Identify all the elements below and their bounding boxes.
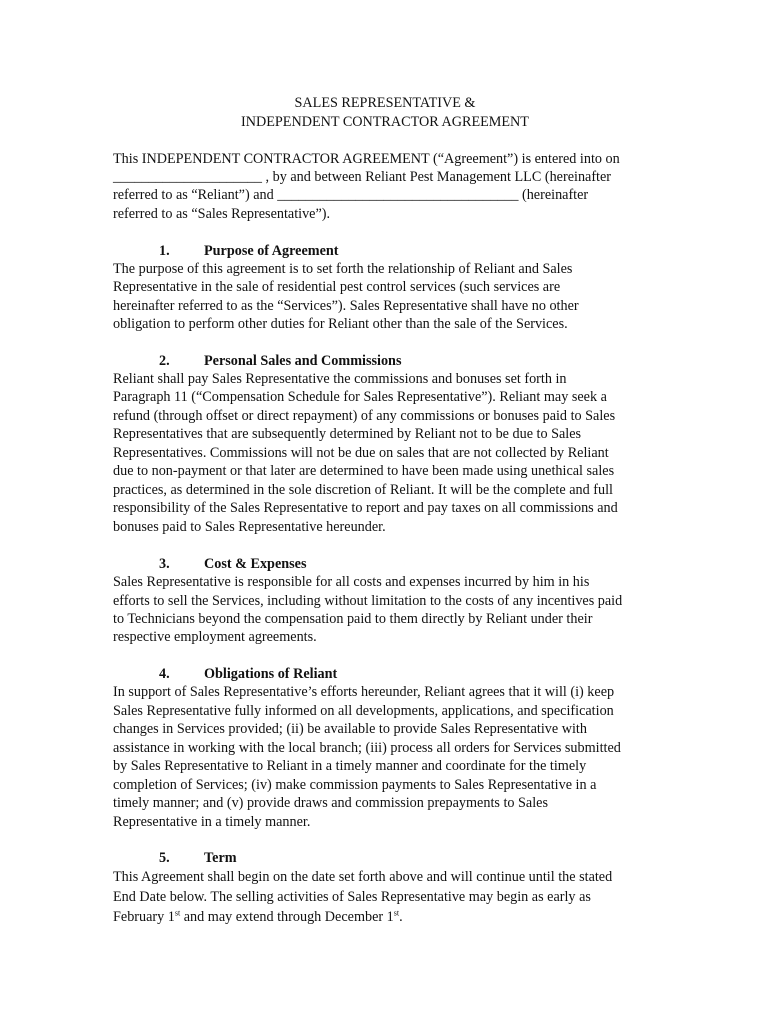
section-number: 4. [159, 666, 170, 682]
paragraph-line: by Sales Representative to Reliant in a timely manner and coordinate for the timely [113, 758, 587, 774]
text-run: and may extend through December 1 [180, 909, 394, 925]
paragraph-line: Representatives that are subsequently determined by Reliant not to be due to Sales [113, 426, 582, 442]
section-heading: Cost & Expenses [204, 556, 307, 572]
ordinal-suffix: st [174, 908, 181, 918]
paragraph-line: _____________________ , by and between Reliant Pest Management LLC (hereinafter [113, 169, 612, 185]
ordinal-suffix: st [393, 908, 400, 918]
paragraph-line: Paragraph 11 (“Compensation Schedule for Sales Representative”). Reliant may seek a [113, 389, 607, 405]
section-heading: Purpose of Agreement [204, 243, 339, 259]
document-title-line-2: INDEPENDENT CONTRACTOR AGREEMENT [241, 114, 529, 130]
paragraph-line: Sales Representative is responsible for all costs and expenses incurred by him in his [113, 574, 590, 590]
paragraph-line: timely manner; and (v) provide draws and commission prepayments to Sales [113, 795, 548, 811]
paragraph-line: Sales Representative fully informed on all developments, applications, and specification [113, 703, 614, 719]
document-title-line-1: SALES REPRESENTATIVE & [294, 95, 476, 111]
section-heading: Obligations of Reliant [204, 666, 338, 682]
paragraph-line: practices, as determined in the sole discretion of Reliant. It will be the complete and full [113, 482, 613, 498]
paragraph-line: efforts to sell the Services, including without limitation to the costs of any incentives paid [113, 593, 623, 609]
section-heading: Term [204, 850, 237, 866]
paragraph-line: Reliant shall pay Sales Representative the commissions and bonuses set forth in [113, 371, 567, 387]
paragraph-line: This Agreement shall begin on the date set forth above and will continue until the stated [113, 869, 613, 885]
paragraph-line: changes in Services provided; (ii) be available to provide Sales Representative with [113, 721, 587, 737]
paragraph-line: End Date below. The selling activities of Sales Representative may begin as early as [113, 889, 591, 905]
paragraph-line: Representative in the sale of residential pest control services (such services are [113, 279, 561, 295]
section-number: 5. [159, 850, 170, 866]
paragraph-line: hereinafter referred to as the “Services”). Sales Representative shall have no other [113, 298, 579, 314]
paragraph-line: completion of Services; (iv) make commission payments to Sales Representative in a [113, 777, 597, 793]
text-run: February 1 [113, 909, 175, 925]
paragraph-line: to Technicians beyond the compensation paid to them directly by Reliant under their [113, 611, 593, 627]
paragraph-line: This INDEPENDENT CONTRACTOR AGREEMENT (“Agreement”) is entered into on [113, 151, 620, 167]
section-number: 2. [159, 353, 170, 369]
paragraph-line [113, 908, 403, 926]
section-heading: Personal Sales and Commissions [204, 353, 402, 369]
paragraph-line: assistance in working with the local branch; (iii) process all orders for Services submitted [113, 740, 621, 756]
paragraph-line: Representatives. Commissions will not be due on sales that are not collected by Reliant [113, 445, 609, 461]
paragraph-line: refund (through offset or direct repayment) of any commissions or bonuses paid to Sales [113, 408, 616, 424]
paragraph-line: referred to as “Reliant”) and __________________________________ (hereinafter [113, 187, 589, 203]
section-number: 3. [159, 556, 170, 572]
paragraph-line: In support of Sales Representative’s efforts hereunder, Reliant agrees that it will (i) keep [113, 684, 615, 700]
paragraph-line: The purpose of this agreement is to set forth the relationship of Reliant and Sales [113, 261, 573, 277]
paragraph-line: Representative in a timely manner. [113, 814, 311, 830]
paragraph-line: referred to as “Sales Representative”). [113, 206, 331, 222]
text-run: . [399, 909, 403, 925]
paragraph-line: respective employment agreements. [113, 629, 317, 645]
paragraph-line: due to non-payment or that later are determined to have been made using unethical sales [113, 463, 615, 479]
paragraph-line: responsibility of the Sales Representative to report and pay taxes on all commissions and [113, 500, 618, 516]
paragraph-line: obligation to perform other duties for Reliant other than the sale of the Services. [113, 316, 568, 332]
section-number: 1. [159, 243, 170, 259]
paragraph-line: bonuses paid to Sales Representative hereunder. [113, 519, 386, 535]
